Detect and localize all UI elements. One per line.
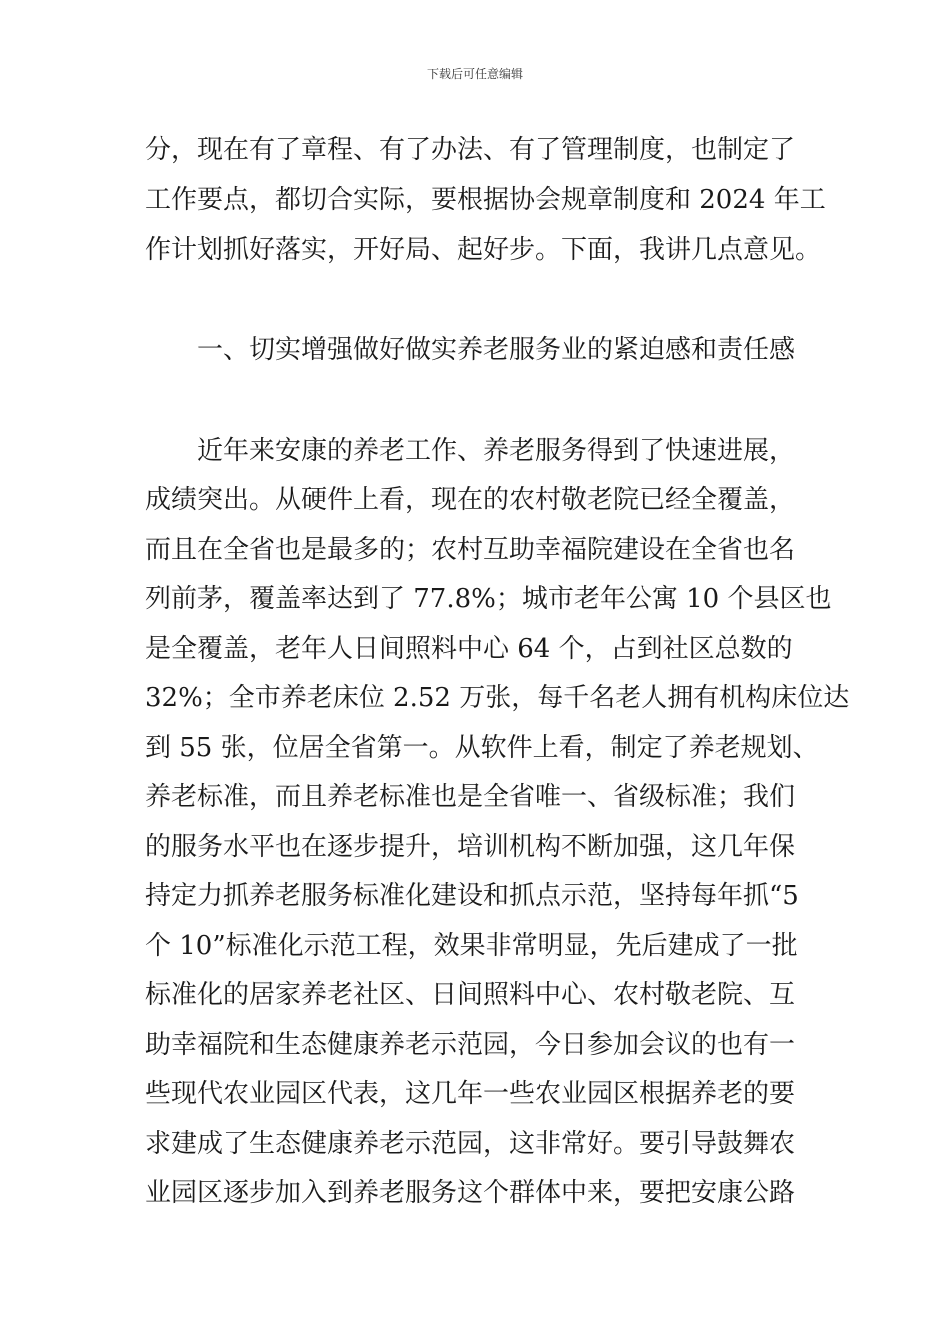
paragraph-line: 工作要点，都切合实际，要根据协会规章制度和 2024 年工 — [145, 185, 826, 215]
paragraph-line: 标准化的居家养老社区、日间照料中心、农村敬老院、互 — [145, 980, 796, 1010]
paragraph-line: 持定力抓养老服务标准化建设和抓点示范，坚持每年抓“5 — [145, 881, 799, 911]
paragraph-line: 近年来安康的养老工作、养老服务得到了快速进展， — [197, 436, 796, 466]
paragraph-line: 成绩突出。从硬件上看，现在的农村敬老院已经全覆盖， — [145, 485, 796, 515]
paragraph-line: 32%；全市养老床位 2.52 万张，每千名老人拥有机构床位达 — [145, 683, 850, 713]
paragraph-line: 而且在全省也是最多的；农村互助幸福院建设在全省也名 — [145, 535, 796, 565]
paragraph-line: 些现代农业园区代表，这几年一些农业园区根据养老的要 — [145, 1079, 796, 1109]
paragraph-line: 的服务水平也在逐步提升，培训机构不断加强，这几年保 — [145, 832, 796, 862]
page-header-note: 下载后可任意编辑 — [426, 67, 523, 81]
paragraph-line: 个 10”标准化示范工程，效果非常明显，先后建成了一批 — [145, 931, 798, 961]
paragraph-line: 分，现在有了章程、有了办法、有了管理制度，也制定了 — [145, 135, 796, 165]
paragraph-line: 列前茅，覆盖率达到了 77.8%；城市老年公寓 10 个县区也 — [145, 584, 832, 614]
paragraph-line: 作计划抓好落实，开好局、起好步。下面，我讲几点意见。 — [145, 235, 822, 265]
paragraph-line: 到 55 张，位居全省第一。从软件上看，制定了养老规划、 — [145, 733, 819, 763]
paragraph-line: 养老标准，而且养老标准也是全省唯一、省级标准；我们 — [145, 782, 796, 812]
paragraph-line: 助幸福院和生态健康养老示范园，今日参加会议的也有一 — [145, 1030, 796, 1060]
section-heading: 一、切实增强做好做实养老服务业的紧迫感和责任感 — [197, 335, 796, 365]
paragraph-line: 求建成了生态健康养老示范园，这非常好。要引导鼓舞农 — [145, 1129, 796, 1159]
paragraph-line: 业园区逐步加入到养老服务这个群体中来，要把安康公路 — [145, 1178, 796, 1208]
paragraph-line: 是全覆盖，老年人日间照料中心 64 个，占到社区总数的 — [145, 634, 793, 664]
